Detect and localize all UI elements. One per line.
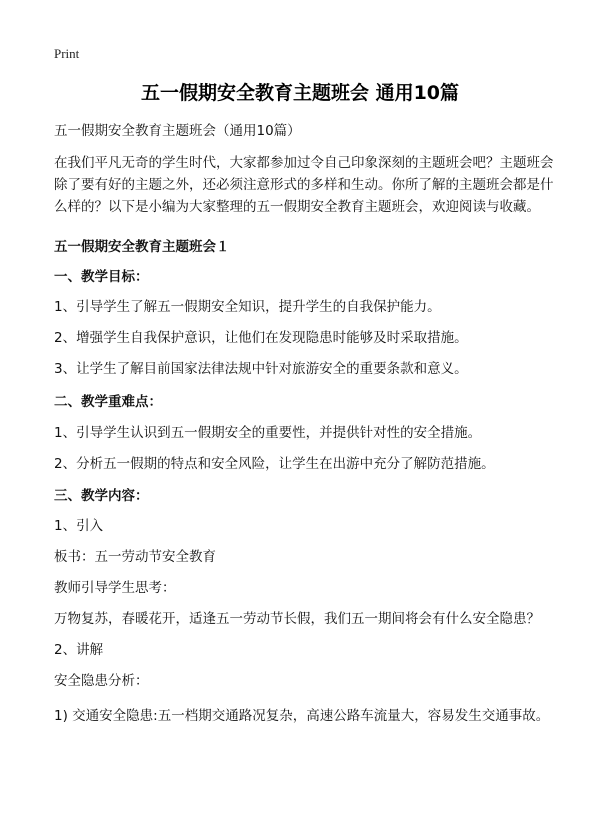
heading-content: 三、教学内容： (54, 488, 149, 504)
goal-item: 1、引导学生了解五一假期安全知识，提升学生的自我保护能力。 (54, 299, 441, 315)
question-text: 万物复苏，春暖花开，适逢五一劳动节长假，我们五一期间将会有什么安全隐患？ (54, 611, 540, 627)
print-link[interactable]: Print (54, 46, 80, 61)
teacher-prompt: 教师引导学生思考： (54, 580, 176, 596)
content-step: 1、引入 (54, 518, 104, 534)
heading-goals: 一、教学目标： (54, 269, 149, 285)
key-point-item: 2、分析五一假期的特点和安全风险，让学生在出游中充分了解防范措施。 (54, 456, 495, 472)
analysis-label: 安全隐患分析： (54, 673, 149, 689)
page-title: 五一假期安全教育主题班会 通用10篇 (140, 82, 460, 104)
goal-item: 2、增强学生自我保护意识，让他们在发现隐患时能够及时采取措施。 (54, 330, 468, 346)
traffic-hazard: 1) 交通安全隐患:五一档期交通路况复杂，高速公路车流量大，容易发生交通事故。 (54, 708, 550, 724)
intro-paragraph: 在我们平凡无奇的学生时代，大家都参加过令自己印象深刻的主题班会吧？主题班会除了要有好的主题之外，还必须注意形式的多样和生动。你所了解的主题班会都是什么样的？以下是小编为大家整理的五一假期安全教育主题班会，欢迎阅读与收藏。 (54, 155, 554, 215)
goal-item: 3、让学生了解目前国家法律法规中针对旅游安全的重要条款和意义。 (54, 361, 468, 377)
board-text: 板书：五一劳动节安全教育 (54, 549, 216, 565)
subtitle: 五一假期安全教育主题班会（通用10篇） (54, 123, 301, 139)
heading-key-points: 二、教学重难点： (54, 394, 162, 410)
section-title: 五一假期安全教育主题班会１ (54, 239, 230, 255)
content-step: 2、讲解 (54, 642, 104, 658)
key-point-item: 1、引导学生认识到五一假期安全的重要性，并提供针对性的安全措施。 (54, 425, 482, 441)
